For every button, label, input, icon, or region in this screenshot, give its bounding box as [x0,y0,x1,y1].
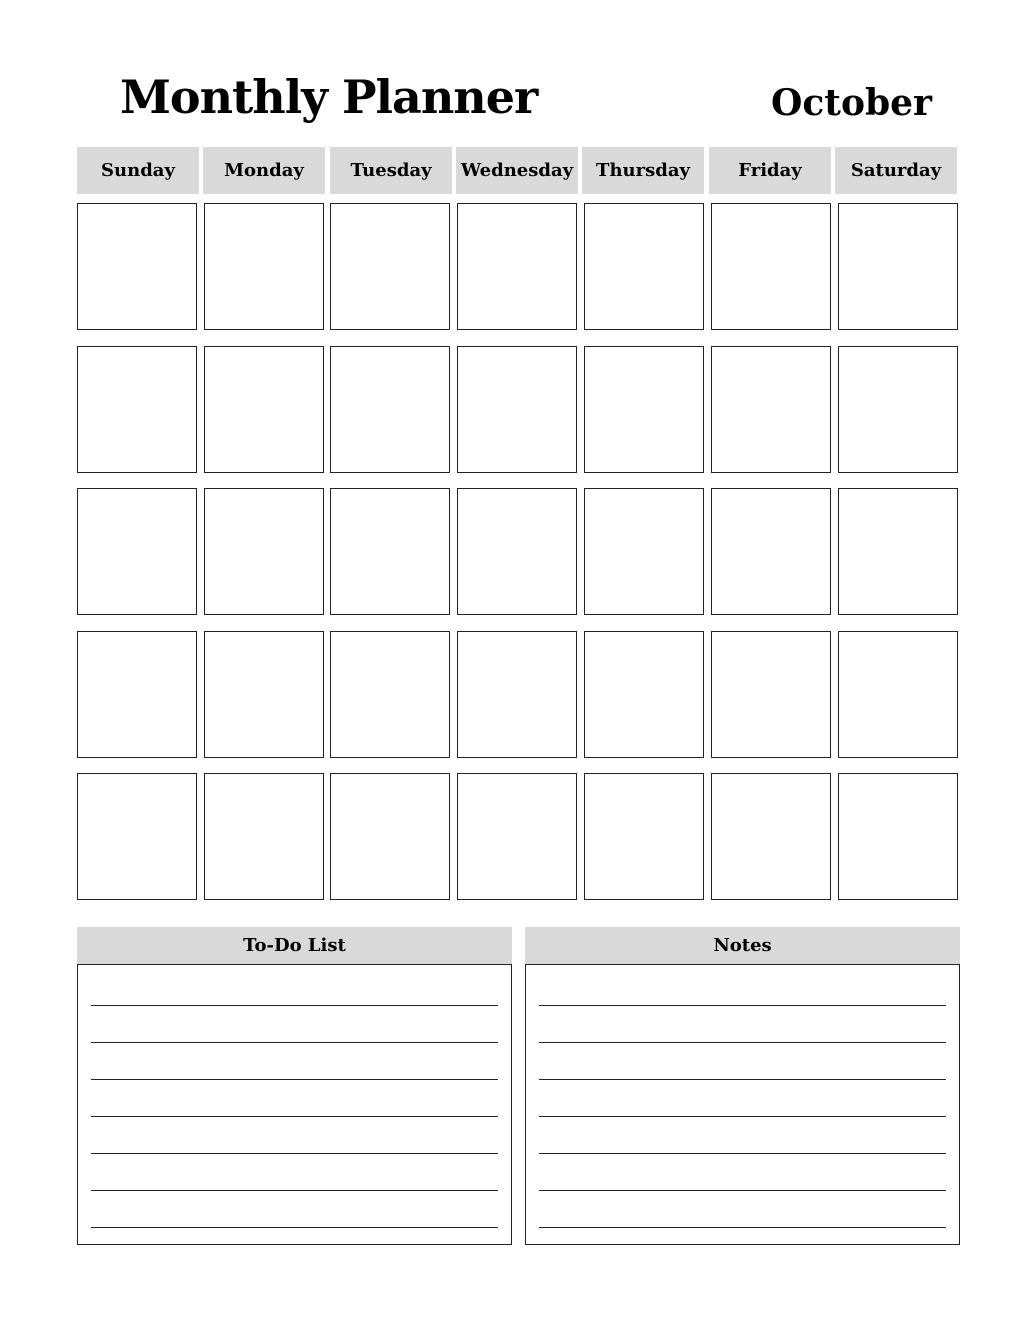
day-cell[interactable] [330,773,450,900]
day-cell[interactable] [204,631,324,758]
todo-title: To-Do List [77,927,512,964]
weekday-thursday: Thursday [582,147,704,194]
writing-line [91,1042,498,1043]
day-cell[interactable] [330,346,450,473]
writing-line [539,1227,946,1228]
day-cell[interactable] [584,203,704,330]
notes-panel [525,927,960,1245]
day-cell[interactable] [457,773,577,900]
writing-line [539,1079,946,1080]
day-cell[interactable] [838,488,958,615]
day-cell[interactable] [330,631,450,758]
day-cell[interactable] [711,773,831,900]
weekday-sunday: Sunday [77,147,199,194]
day-cell[interactable] [77,488,197,615]
day-cell[interactable] [711,488,831,615]
writing-line [539,1153,946,1154]
day-cell[interactable] [584,773,704,900]
writing-line [91,1116,498,1117]
weekday-tuesday: Tuesday [330,147,452,194]
day-cell[interactable] [330,203,450,330]
todo-panel [77,927,512,1245]
writing-line [539,1005,946,1006]
weekday-saturday: Saturday [835,147,957,194]
writing-line [539,1042,946,1043]
day-cell[interactable] [838,203,958,330]
day-cell[interactable] [838,773,958,900]
writing-line [91,1079,498,1080]
day-cell[interactable] [204,773,324,900]
day-cell[interactable] [204,346,324,473]
month-label: October [771,82,932,124]
weekday-header-row [77,147,960,194]
day-cell[interactable] [711,203,831,330]
writing-line [91,1190,498,1191]
todo-lines[interactable] [77,964,512,1245]
day-cell[interactable] [838,346,958,473]
day-cell[interactable] [584,631,704,758]
day-cell[interactable] [457,488,577,615]
writing-line [91,1227,498,1228]
writing-line [91,1153,498,1154]
day-cell[interactable] [204,203,324,330]
day-cell[interactable] [457,346,577,473]
day-cell[interactable] [77,773,197,900]
day-cell[interactable] [457,203,577,330]
notes-lines[interactable] [525,964,960,1245]
writing-line [91,1005,498,1006]
weekday-friday: Friday [709,147,831,194]
day-cell[interactable] [204,488,324,615]
page-title: Monthly Planner [120,70,538,124]
day-cell[interactable] [838,631,958,758]
day-cell[interactable] [77,346,197,473]
weekday-monday: Monday [203,147,325,194]
day-cell[interactable] [77,631,197,758]
writing-line [539,1116,946,1117]
weekday-wednesday: Wednesday [456,147,578,194]
day-cell[interactable] [77,203,197,330]
writing-line [539,1190,946,1191]
day-cell[interactable] [457,631,577,758]
day-cell[interactable] [711,631,831,758]
notes-title: Notes [525,927,960,964]
day-cell[interactable] [330,488,450,615]
day-cell[interactable] [584,488,704,615]
day-cell[interactable] [711,346,831,473]
day-cell[interactable] [584,346,704,473]
